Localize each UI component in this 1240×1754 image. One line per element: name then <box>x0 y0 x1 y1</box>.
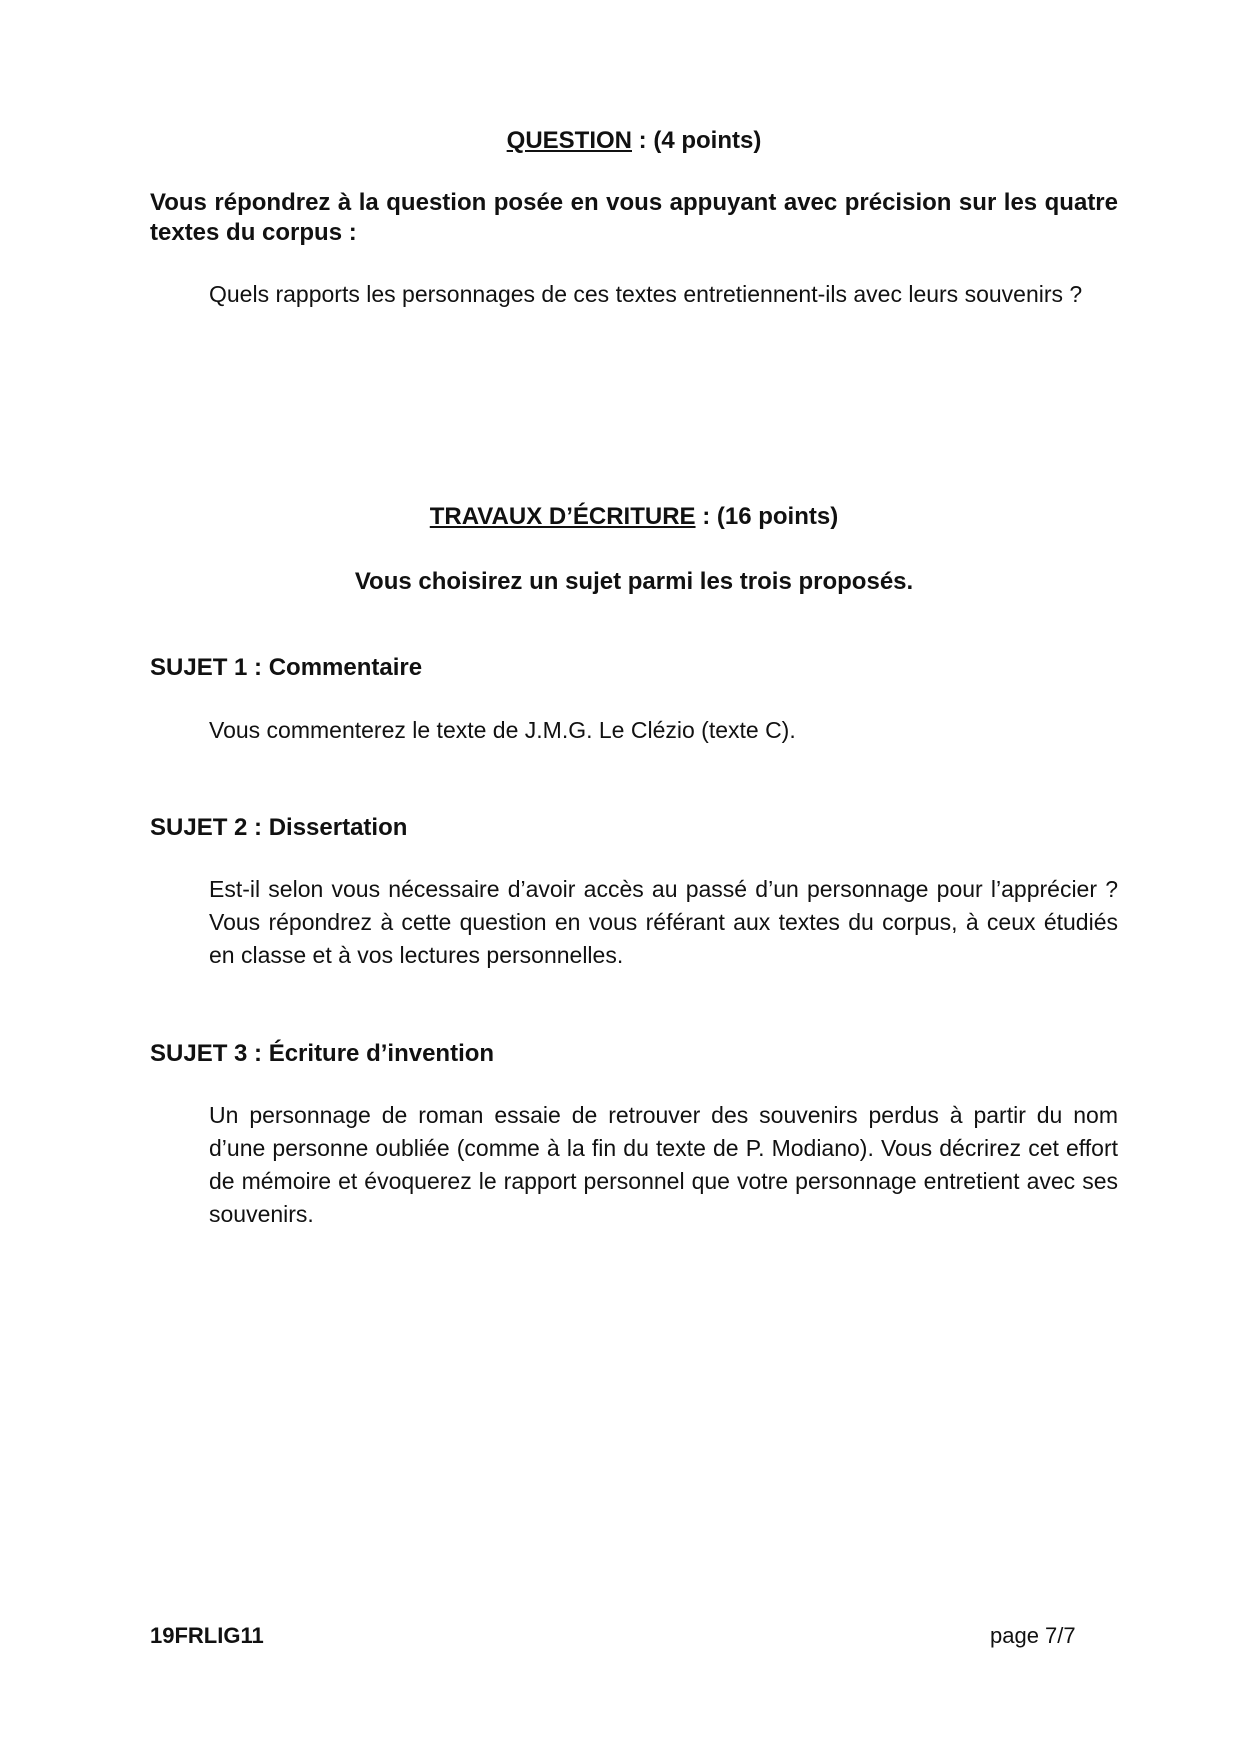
travaux-label: TRAVAUX D’ÉCRITURE <box>429 503 696 530</box>
question-text: Quels rapports les personnages de ces textes entretiennent-ils avec leurs souvenirs ? <box>209 281 1083 307</box>
travaux-points: : (16 points) <box>695 503 839 530</box>
sujet-1-text: Vous commenterez le texte de J.M.G. Le Clézio (texte C). <box>209 717 796 743</box>
travaux-heading <box>150 502 1118 532</box>
sujet-2-text: Est-il selon vous nécessaire d’avoir accès au passé d’un personnage pour l’apprécier ? Vous répondrez à cette question en vous référant aux textes du corpus, à ceux étudiés en classe et à vos lectures personnelles. <box>209 876 1118 968</box>
sujet-1-title: SUJET 1 : Commentaire <box>150 654 423 681</box>
question-label: QUESTION <box>506 127 632 154</box>
footer-exam-code: 19FRLIG11 <box>150 1623 264 1648</box>
footer-page-number: page 7/7 <box>990 1623 1076 1648</box>
travaux-instruction: Vous choisirez un sujet parmi les trois proposés. <box>354 568 914 595</box>
question-points: : (4 points) <box>632 127 762 154</box>
sujet-2-title: SUJET 2 : Dissertation <box>150 814 408 841</box>
sujet-3-title: SUJET 3 : Écriture d’invention <box>150 1040 495 1067</box>
question-instruction: Vous répondrez à la question posée en vous appuyant avec précision sur les quatre textes du corpus : <box>150 189 1118 246</box>
question-heading <box>150 126 1118 156</box>
sujet-3-text: Un personnage de roman essaie de retrouver des souvenirs perdus à partir du nom d’une personne oubliée (comme à la fin du texte de P. Modiano). Vous décrirez cet effort de mémoire et évoquerez le rapport personnel que votre personnage entretient avec ses souvenirs. <box>209 1102 1118 1227</box>
